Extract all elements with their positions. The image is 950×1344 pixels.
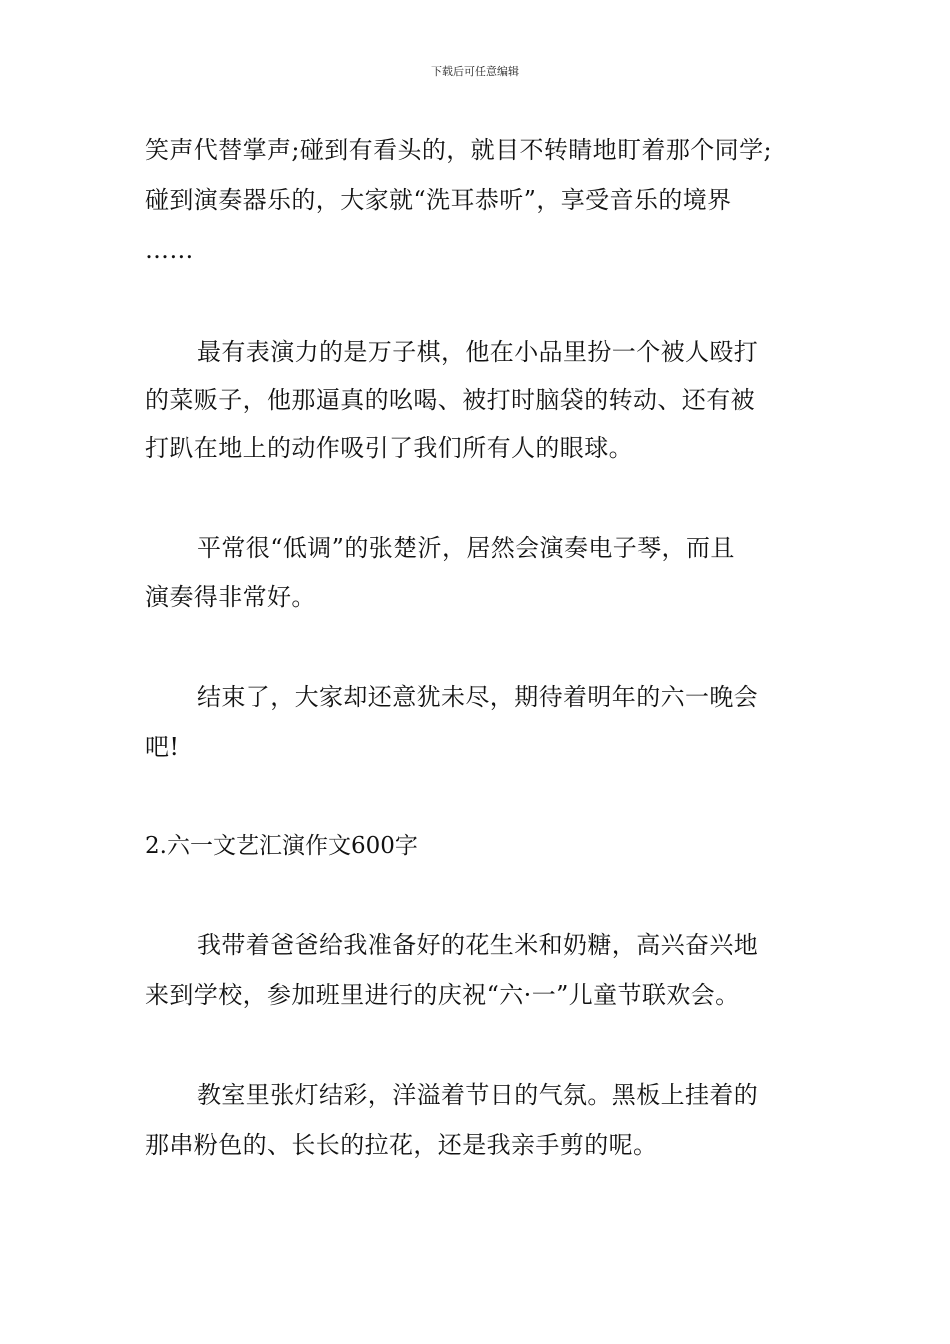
page-header-note: 下载后可任意编辑 [431,65,519,78]
text-line: 打趴在地上的动作吸引了我们所有人的眼球。 [145,434,633,462]
text-line: 那串粉色的、长长的拉花，还是我亲手剪的呢。 [145,1131,658,1159]
text-line: 演奏得非常好。 [145,583,316,611]
text-line: 最有表演力的是万子棋，他在小品里扮一个被人殴打 [197,338,759,366]
text-line: 吧! [145,733,180,761]
text-line: 平常很“低调”的张楚沂，居然会演奏电子琴，而且 [197,534,735,562]
section-heading: 2.六一文艺汇演作文600字 [145,833,418,859]
text-line: 来到学校，参加班里进行的庆祝“六·一”儿童节联欢会。 [145,981,740,1009]
text-line: 笑声代替掌声;碰到有看头的，就目不转睛地盯着那个同学; [145,136,772,164]
text-line: 我带着爸爸给我准备好的花生米和奶糖，高兴奋兴地 [197,931,759,959]
text-line: …… [145,236,194,264]
text-line: 教室里张灯结彩，洋溢着节日的气氛。黑板上挂着的 [197,1081,759,1109]
text-line: 的菜贩子，他那逼真的吆喝、被打时脑袋的转动、还有被 [145,386,755,414]
text-line: 结束了，大家却还意犹未尽，期待着明年的六一晚会 [197,683,759,711]
text-line: 碰到演奏器乐的，大家就“洗耳恭听”，享受音乐的境界 [145,186,732,214]
